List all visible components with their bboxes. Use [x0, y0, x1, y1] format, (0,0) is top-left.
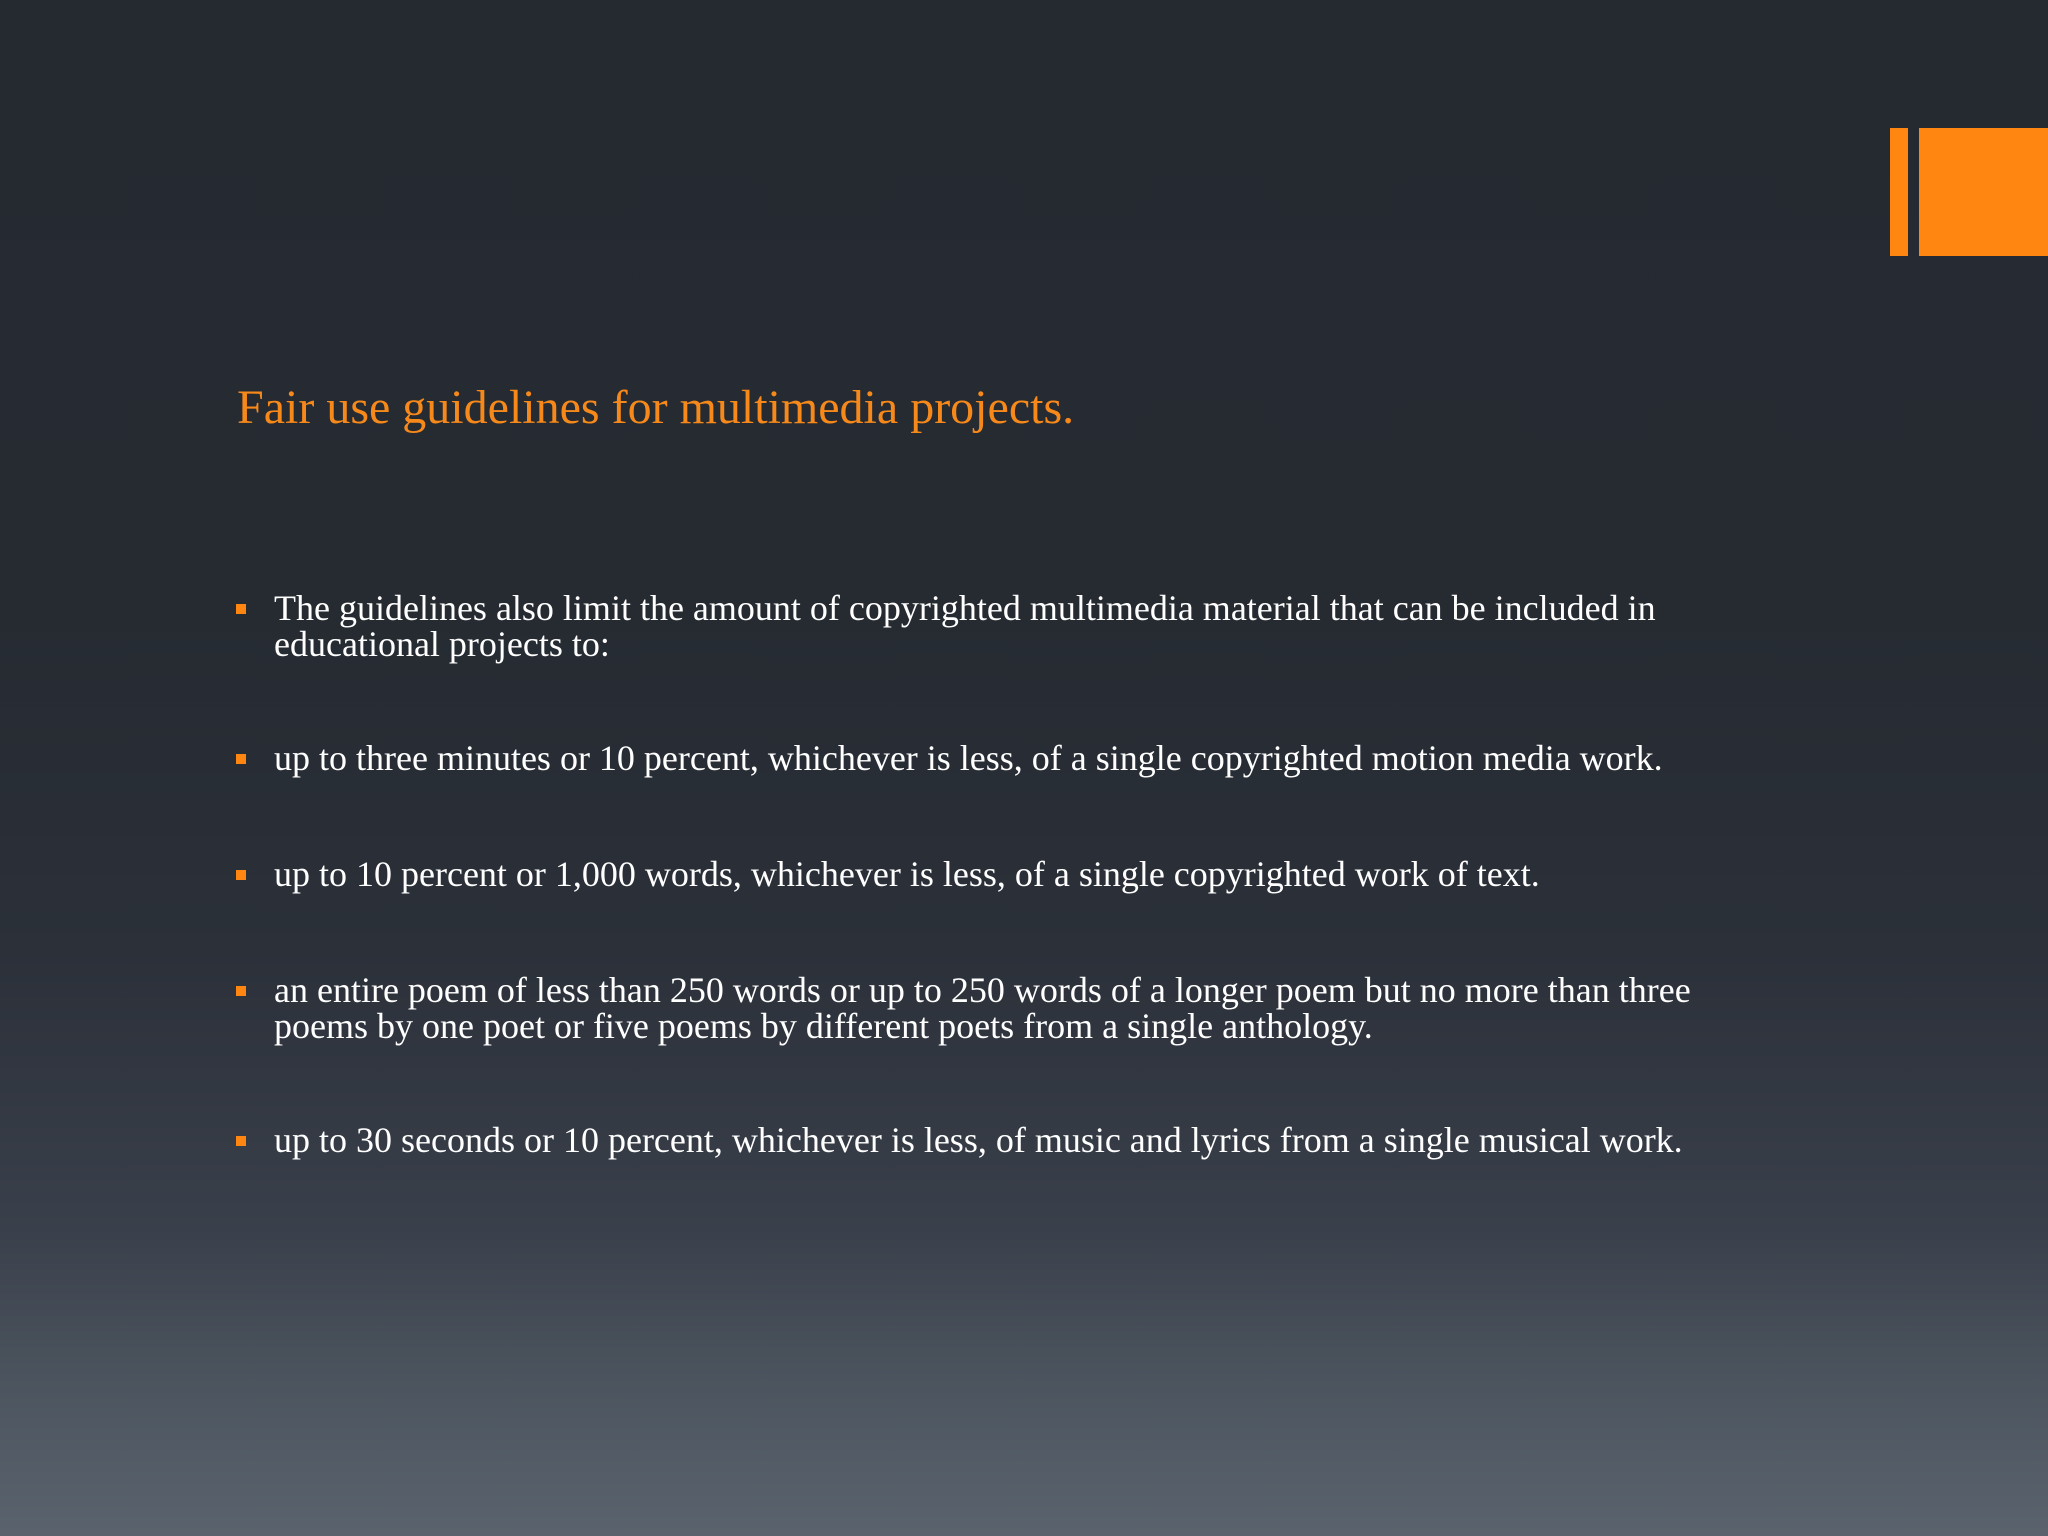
bullet-item — [236, 590, 1776, 662]
bullet-list — [236, 590, 1776, 1158]
bullet-item — [236, 740, 1776, 776]
bullet-text: up to three minutes or 10 percent, whichever is less, of a single copyrighted motion media work. — [274, 738, 1663, 778]
bullet-square-icon — [236, 1136, 246, 1146]
bullet-item — [236, 856, 1776, 892]
accent-bar-block — [1919, 128, 2048, 256]
bullet-text: The guidelines also limit the amount of copyrighted multimedia material that can be included in educational projects to: — [274, 588, 1656, 664]
bullet-square-icon — [236, 604, 246, 614]
bullet-item — [236, 1122, 1776, 1158]
bullet-text: up to 30 seconds or 10 percent, whichever is less, of music and lyrics from a single musical work. — [274, 1120, 1683, 1160]
bullet-square-icon — [236, 986, 246, 996]
slide-title: Fair use guidelines for multimedia projects. — [237, 381, 1075, 434]
bullet-square-icon — [236, 870, 246, 880]
accent-bar-thin — [1890, 128, 1908, 256]
bullet-text: an entire poem of less than 250 words or up to 250 words of a longer poem but no more than three poems by one poet or five poems by different poets from a single anthology. — [274, 970, 1691, 1046]
bullet-item — [236, 972, 1776, 1044]
bullet-square-icon — [236, 754, 246, 764]
bullet-text: up to 10 percent or 1,000 words, whichever is less, of a single copyrighted work of text. — [274, 854, 1540, 894]
